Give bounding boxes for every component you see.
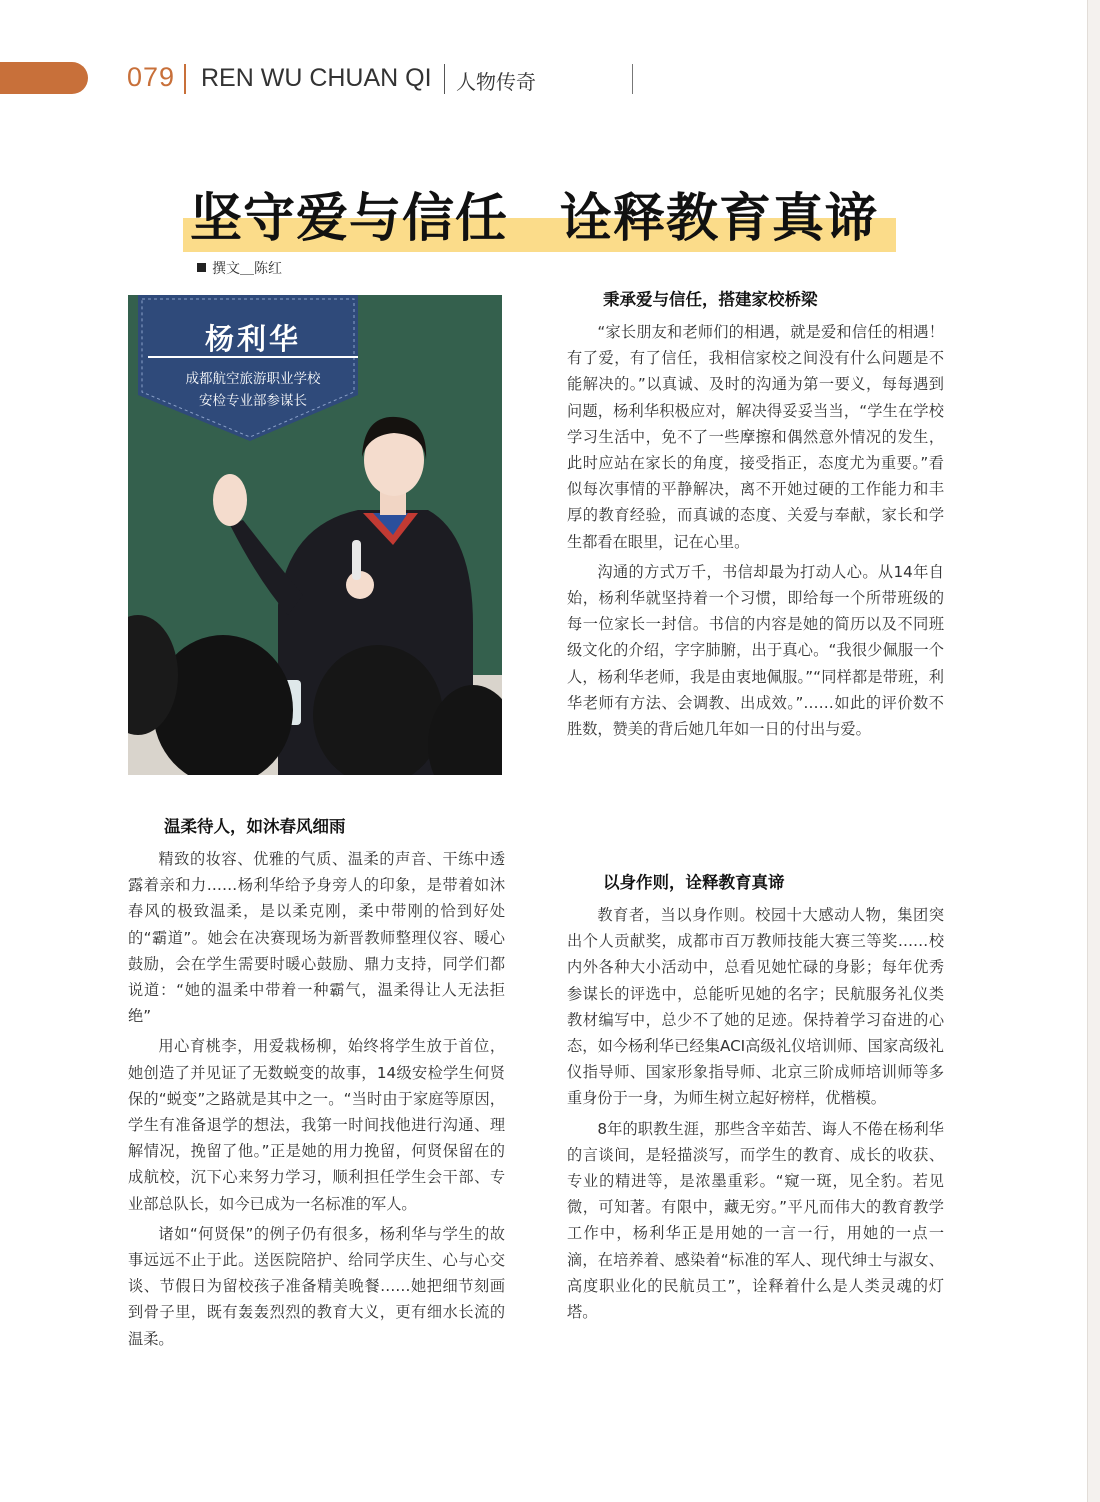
caption-position: 安检专业部参谋长 bbox=[199, 393, 307, 409]
paragraph: 用心育桃李，用爱栽杨柳，始终将学生放于首位，她创造了并见证了无数蜕变的故事，14级安检学生何贤保的“蜕变”之路就是其中之一。“当时由于家庭等原因，学生有准备退学的想法，我第一时间找他进行沟通、理解情况，挽留了他。”正是她的用力挽留，何贤保留在的成航校，沉下心来努力学习，顺利担任学生会干部、专业部总队长，如今已成为一名标准的军人。 bbox=[128, 1037, 505, 1213]
section-heading: 以身作则，诠释教育真谛 bbox=[603, 873, 785, 892]
caption-name: 杨利华 bbox=[204, 322, 301, 356]
article-title-part1: 坚守爱与信任 bbox=[190, 189, 509, 249]
square-bullet-icon bbox=[197, 263, 206, 272]
header-accent-bar bbox=[0, 62, 88, 94]
paragraph: 沟通的方式万千，书信却最为打动人心。从14年自始，杨利华就坚持着一个习惯，即给每一个所带班级的每一位家长一封信。书信的内容是她的简历以及不同班级文化的介绍，字字肺腑，出于真心。“我很少佩服一个人，杨利华老师，我是由衷地佩服。”“同样都是带班，利华老师有方法、会调教、出成效。”……如此的评价数不胜数，赞美的背后她几年如一日的付出与爱。 bbox=[567, 562, 944, 739]
section-heading: 温柔待人，如沐春风细雨 bbox=[164, 817, 346, 836]
section-heading: 秉承爱与信任，搭建家校桥梁 bbox=[603, 290, 818, 309]
header-series-title: REN WU CHUAN QI bbox=[201, 64, 432, 92]
paragraph: “家长朋友和老师们的相遇，就是爱和信任的相遇！有了爱，有了信任，我相信家校之间没有什么问题是不能解决的。”以真诚、及时的沟通为第一要义，每每遇到问题，杨利华积极应对，解决得妥妥当当，“学生在学校学习生活中，免不了一些摩擦和偶然意外情况的发生，此时应站在家长的角度，接受指正，态度尤为重要。”看似每次事情的平静解决，离不开她过硬的工作能力和丰厚的教育经验，而真诚的态度、关爱与奉献，家长和学生都看在眼里，记在心里。 bbox=[567, 323, 944, 551]
header-divider bbox=[184, 64, 186, 94]
portrait-photo bbox=[128, 295, 502, 775]
page-number: 079 bbox=[127, 62, 176, 92]
byline-text: 撰文＿陈红 bbox=[212, 261, 282, 277]
paragraph: 诸如“何贤保”的例子仍有很多，杨利华与学生的故事远远不止于此。送医院陪护、给同学庆生、心与心交谈、节假日为留校孩子准备精美晚餐……她把细节刻画到骨子里，既有轰轰烈烈的教育大义，更有细水长流的温柔。 bbox=[128, 1224, 505, 1348]
paragraph: 8年的职教生涯，那些含辛茹苦、诲人不倦在杨利华的言谈间，是轻描淡写，而学生的教育、成长的收获、专业的精进等，是浓墨重彩。“窥一斑，见全豹。若见微，可知著。有限中，藏无穷。”平凡而伟大的教育教学工作中，杨利华正是用她的一言一行，用她的一点一滴，在培养着、感染着“标准的军人、现代绅士与淑女、高度职业化的民航员工”，诠释着什么是人类灵魂的灯塔。 bbox=[567, 1119, 944, 1322]
caption-school: 成都航空旅游职业学校 bbox=[185, 371, 321, 387]
article-title-part2: 诠释教育真谛 bbox=[560, 189, 879, 249]
paragraph: 教育者，当以身作则。校园十大感动人物，集团突出个人贡献奖，成都市百万教师技能大赛三等奖……校内外各种大小活动中，总看见她忙碌的身影；每年优秀参谋长的评选中，总能听见她的名字；民航服务礼仪类教材编写中，总少不了她的足迹。保持着学习奋进的心态，如今杨利华已经集ACI高级礼仪培训师、国家高级礼仪指导师、国家形象指导师、北京三阶成师培训师等多重身份于一身，为师生树立起好榜样，优楷模。 bbox=[567, 906, 944, 1108]
column-left bbox=[128, 814, 505, 1356]
column-right-bottom bbox=[567, 870, 944, 1329]
column-right-top bbox=[567, 287, 944, 746]
header-divider bbox=[444, 64, 445, 94]
header-divider bbox=[632, 64, 633, 94]
article-title bbox=[190, 176, 878, 251]
paragraph: 精致的妆容、优雅的气质、温柔的声音、干练中透露着亲和力……杨利华给予身旁人的印象，是带着如沐春风的极致温柔，是以柔克刚，柔中带刚的恰到好处的“霸道”。她会在决赛现场为新晋教师整理仪容、暖心鼓励，会在学生需要时暖心鼓励、鼎力支持，同学们都说道：“她的温柔中带着一种霸气，温柔得让人无法拒绝” bbox=[128, 850, 505, 1026]
header-category: 人物传奇 bbox=[456, 70, 536, 94]
byline bbox=[197, 258, 282, 278]
page-edge bbox=[1087, 0, 1100, 1502]
caption-divider bbox=[148, 356, 358, 358]
